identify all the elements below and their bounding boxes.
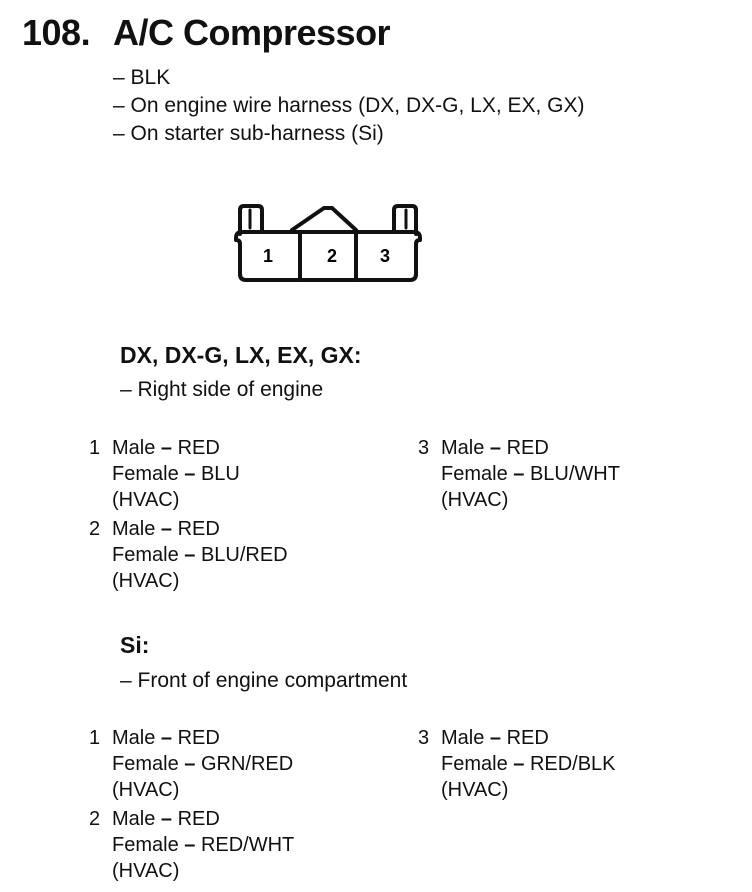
female-wire-color: RED/WHT xyxy=(200,834,295,856)
connector-key-peak xyxy=(292,208,356,230)
pin-number: 2 xyxy=(89,808,101,830)
female-wire-color: GRN/RED xyxy=(200,753,294,775)
male-label: Male – xyxy=(112,437,173,459)
label-dash: – xyxy=(184,544,196,566)
label-dash: – xyxy=(184,463,196,485)
female-label: Female – xyxy=(112,463,196,485)
label-dash: – xyxy=(489,437,502,459)
component-number: 108. xyxy=(22,12,91,53)
male-label: Male – xyxy=(112,727,173,749)
male-wire-color: RED xyxy=(506,437,549,459)
pin-number: 1 xyxy=(89,437,101,459)
pin-system: (HVAC) xyxy=(112,489,180,511)
label-dash: – xyxy=(160,518,173,540)
label-dash: – xyxy=(513,753,525,775)
male-wire-color: RED xyxy=(177,518,220,540)
pin-system: (HVAC) xyxy=(441,489,509,511)
male-label: Male – xyxy=(112,518,173,540)
male-wire-color: RED xyxy=(177,437,220,459)
section-location-si: – Front of engine compartment xyxy=(120,669,408,692)
label-dash: – xyxy=(184,753,196,775)
cavity-3-label: 3 xyxy=(379,246,391,266)
component-title: A/C Compressor xyxy=(113,12,391,53)
male-wire-color: RED xyxy=(177,727,220,749)
pin-number: 2 xyxy=(89,518,101,540)
connector-color: – BLK xyxy=(113,66,171,89)
connector-harness-primary: – On engine wire harness (DX, DX-G, LX, EX, GX) xyxy=(113,94,585,117)
section-location-dx: – Right side of engine xyxy=(120,378,324,401)
female-label: Female – xyxy=(112,753,196,775)
pin-system: (HVAC) xyxy=(112,860,180,882)
connector-harness-si: – On starter sub-harness (Si) xyxy=(113,122,384,145)
label-dash: – xyxy=(513,463,525,485)
female-label: Female – xyxy=(441,463,525,485)
section-heading-si: Si: xyxy=(120,632,150,658)
label-dash: – xyxy=(489,727,502,749)
female-wire-color: BLU/WHT xyxy=(529,463,620,485)
male-wire-color: RED xyxy=(506,727,549,749)
male-label: Male – xyxy=(441,437,502,459)
label-dash: – xyxy=(160,727,173,749)
pin-number: 3 xyxy=(418,727,430,749)
cavity-2-label: 2 xyxy=(326,246,338,266)
pin-number: 3 xyxy=(418,437,430,459)
label-dash: – xyxy=(160,437,173,459)
label-dash: – xyxy=(160,808,173,830)
female-wire-color: BLU/RED xyxy=(200,544,288,566)
female-label: Female – xyxy=(112,544,196,566)
female-wire-color: BLU xyxy=(200,463,240,485)
pin-system: (HVAC) xyxy=(112,570,180,592)
pin-system: (HVAC) xyxy=(112,779,180,801)
female-label: Female – xyxy=(112,834,196,856)
cavity-1-label: 1 xyxy=(262,246,274,266)
male-label: Male – xyxy=(112,808,173,830)
section-heading-dx: DX, DX-G, LX, EX, GX: xyxy=(120,342,362,368)
male-wire-color: RED xyxy=(177,808,220,830)
pin-system: (HVAC) xyxy=(441,779,509,801)
pin-number: 1 xyxy=(89,727,101,749)
female-label: Female – xyxy=(441,753,525,775)
female-wire-color: RED/BLK xyxy=(529,753,616,775)
label-dash: – xyxy=(184,834,196,856)
connector-diagram xyxy=(228,200,428,288)
male-label: Male – xyxy=(441,727,502,749)
